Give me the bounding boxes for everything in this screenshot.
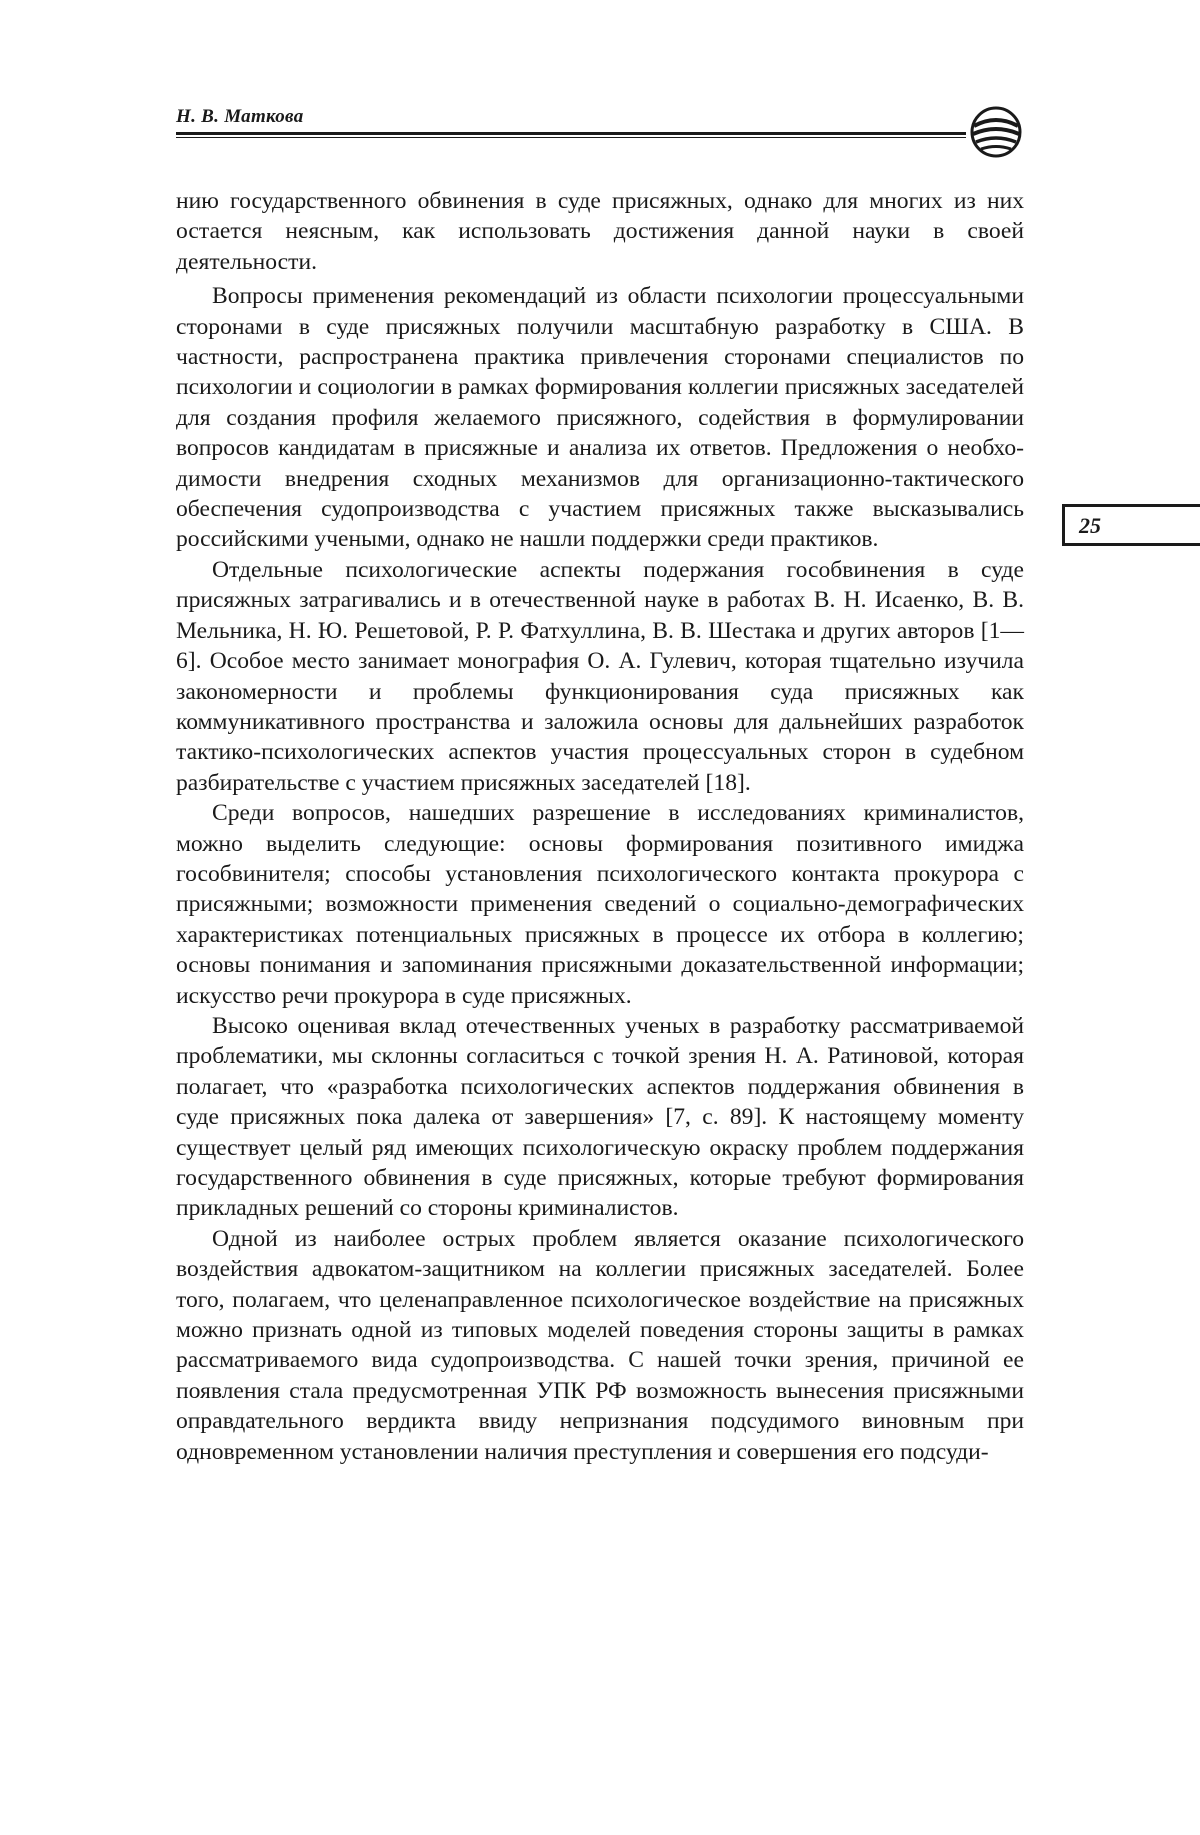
header-author: Н. В. Маткова (176, 106, 304, 127)
running-header (176, 100, 1026, 160)
page-number: 25 (1079, 513, 1101, 538)
paragraph-1: нию государственного обвинения в суде присяжных, однако для многих из них остается неясным, как использовать достижения данной науки в своей деятельности. (176, 188, 1024, 275)
paragraph-2: Вопросы применения рекомендаций из области психологии процессуальными сторонами в суде присяжных получили масштабную разработку в США. В частности, распространена практика привлечения сторонами специалистов по психологии и социологии в рамках формирования коллегии присяжных заседателей для создания профиля желаемого присяжного, содействия в формулировании вопросов кандидатам в присяжные и анализа их ответов. Предложения о необходимости внедрения сходных механизмов для организационно-тактического обеспечения судопроизводства с участием присяжных также высказывались российскими учеными, однако не нашли поддержки среди практиков. (176, 283, 1024, 553)
paragraph-5: Высоко оценивая вклад отечественных ученых в разработку рассматриваемой проблематики, мы склонны согласиться с точкой зрения Н. А. Ратиновой, которая полагает, что «разработка психологических аспектов поддержания обвинения в суде присяжных пока далека от завершения» [7, с. 89]. К настоящему моменту существует целый ряд имеющих психологическую окраску проблем поддержания государственного обвинения в суде присяжных, которые требуют формирования прикладных решений со стороны криминалистов. (176, 1012, 1024, 1222)
paragraph-6: Одной из наиболее острых проблем является оказание психологического воздействия адвокатом-защитником на коллегии присяжных заседателей. Более того, полагаем, что целенаправленное психологическое воздействие на присяжных можно признать одной из типовых моделей поведения стороны защиты в рамках рассматриваемого вида судопроизводства. С нашей точки зрения, причиной ее появления стала предусмотренная УПК РФ возможность вынесения присяжными оправдательного вердикта ввиду непризнания подсудимого виновным при одновременном установлении наличия преступления и совершения его подсуди- (176, 1225, 1024, 1465)
header-rule (176, 132, 966, 135)
paragraph-4: Среди вопросов, нашедших разрешение в исследованиях криминалистов, можно выделить следующие: основы формирования позитивного имиджа гособвинителя; способы установления психологического контакта прокурора с присяжными; возможности применения сведений о социально-демографических характеристиках потенциальных присяжных в процессе их отбора в коллегию; основы понимания и запоминания присяжными доказательственной информации; искусство речи прокурора в суде присяжных. (176, 800, 1024, 1009)
paragraph-3: Отдельные психологические аспекты подержания гособвинения в суде присяжных затрагивались и в отечественной науке в работах В. Н. Исаенко, В. В. Мельника, Н. Ю. Решетовой, Р. Р. Фатхуллина, В. В. Шестака и других авторов [1—6]. Особое место занимает монография О. А. Гулевич, которая тщательно изучила закономерности и проблемы функционирования суда присяжных как коммуникативного пространства и заложила основы для дальнейших разработок тактико-психологических аспектов участия процессуальных сторон в судебном разбирательстве с участием присяжных заседателей [18]. (176, 556, 1024, 796)
journal-logo-icon (968, 104, 1024, 160)
header-rule-thin (176, 137, 966, 138)
page-number-tab (1062, 504, 1200, 546)
article-body (176, 186, 1024, 1467)
